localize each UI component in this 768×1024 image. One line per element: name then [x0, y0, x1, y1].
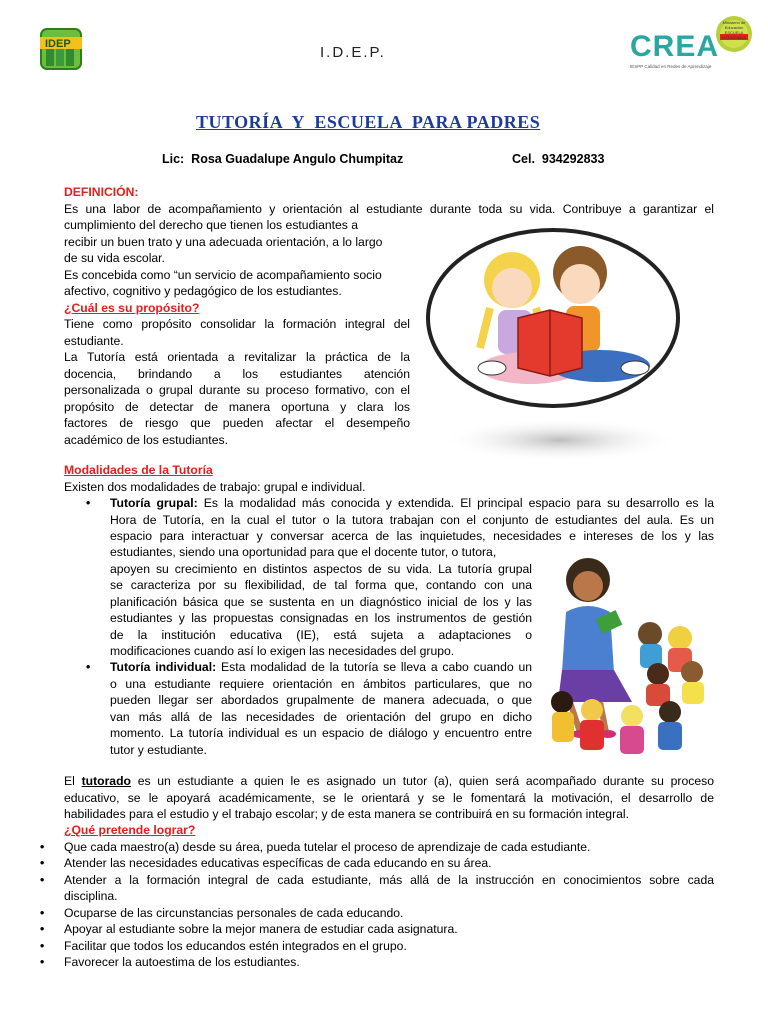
grupal-line: de la institución educativa (IE), está sujeta a adaptaciones o: [110, 627, 532, 642]
individual-line: van más allá de las necesidades de orientación del grupo en dicho: [110, 709, 532, 724]
bullet-icon: •: [40, 839, 45, 854]
idep-logo-text: IDEP: [45, 38, 71, 50]
individual-line: o una estudiante requiere orientación en ámbitos particulares, que no: [110, 676, 532, 691]
tutorado-paragraph: [64, 773, 714, 823]
list-item-text: Atender las necesidades educativas específicas de cada educando en su área.: [64, 856, 492, 870]
proposito-line: factores de riesgo que pueden afectar el desempeño: [64, 416, 410, 430]
proposito-line: docencia, brindando a los estudiantes atención: [64, 366, 410, 381]
list-item-text: Facilitar que todos los educandos estén integrados en el grupo.: [64, 938, 407, 953]
list-item: [40, 954, 714, 971]
list-item-continued: [40, 888, 714, 905]
lograr-list: [40, 839, 714, 971]
teacher-with-children-image-icon: [540, 552, 710, 762]
list-item-text: Apoyar al estudiante sobre la mejor manera de estudiar cada asignatura.: [64, 922, 458, 936]
crea-logo: [628, 10, 753, 76]
tutorado-line: educativo, se le apoyará académicamente, se le orientará y se le fomentará la motivación, el desarrollo de: [64, 790, 714, 805]
list-item: [40, 839, 714, 856]
definicion-line-1: Es una labor de acompañamiento y orientación al estudiante durante toda su vida. Contribuye a garantizar el: [64, 201, 714, 216]
grupal-term: Tutoría grupal:: [110, 496, 198, 510]
definicion-line: de su vida escolar.: [64, 251, 165, 265]
list-item: [40, 855, 714, 872]
definicion-line: recibir un buen trato y una adecuada orientación, a lo largo: [64, 234, 383, 249]
list-item-text: disciplina.: [64, 889, 118, 903]
proposito-line: Tiene como propósito consolidar la formación integral del: [64, 317, 410, 331]
individual-line: momento. La tutoría individual es un espacio de diálogo y encuentro entre: [110, 726, 532, 740]
individual-line: pueden llegar ser abordados grupalmente de manera adecuada, o que: [110, 693, 532, 707]
teacher-reading-illustration: [540, 552, 710, 762]
individual-line: Esta modalidad de la tutoría se lleva a cabo cuando un: [216, 660, 533, 674]
children-reading-image-icon: [420, 218, 690, 468]
tutorado-line: es un estudiante a quien le es asignado un tutor (a), quien será acompañado durante su proceso: [130, 774, 714, 788]
author-phone: Cel. 934292833: [512, 152, 605, 166]
individual-term: Tutoría individual:: [110, 660, 217, 674]
grupal-line: apoyen su crecimiento en distintos aspectos de su vida. La tutoría grupal: [110, 561, 532, 576]
definicion-section: [64, 184, 714, 217]
tutoria-individual-item: [86, 659, 532, 758]
bullet-icon: •: [40, 856, 45, 870]
bullet-icon: •: [86, 660, 91, 674]
idep-logo: [38, 26, 84, 72]
definicion-rest: [64, 217, 410, 448]
proposito-line: La Tutoría está orientada a revitalizar la práctica de la: [64, 350, 410, 364]
proposito-line: personalizada o grupal durante su proceso formativo, con el: [64, 383, 410, 397]
grupal-line: estudiantes, siendo una oportunidad para que el docente tutor, o tutora,: [110, 545, 497, 559]
grupal-line: planificación básica que se sustenta en un diagnóstico inicial de los y las: [110, 594, 532, 609]
bullet-icon: •: [40, 905, 45, 920]
individual-line: tutor y estudiante.: [110, 742, 207, 757]
list-item: [40, 938, 714, 955]
definicion-line: cumplimiento del derecho que tienen los estudiantes a: [64, 218, 359, 232]
definicion-heading: DEFINICIÓN:: [64, 185, 139, 199]
tutoria-grupal-continued: [110, 544, 532, 660]
grupal-line: modificaciones cuando así lo exigen las necesidades del grupo.: [110, 644, 455, 658]
list-item-text: Ocuparse de las circunstancias personales de cada educando.: [64, 905, 404, 920]
page-title: TUTORÍA Y ESCUELA PARA PADRES: [196, 112, 541, 132]
grupal-line: estudiantes y las propuestas consignadas en los instrumentos de gestión: [110, 611, 532, 625]
definicion-line: afectivo, cognitivo y pedagógico de los estudiantes.: [64, 284, 342, 298]
lograr-heading: ¿Qué pretende lograr?: [64, 823, 196, 837]
list-item: [40, 905, 714, 922]
grupal-line: Es la modalidad más conocida y extendida. El principal espacio para su desarrollo es la: [197, 496, 714, 510]
list-item-text: Atender a la formación integral de cada estudiante, más allá de la instrucción en conocimientos sobre cada: [64, 872, 714, 887]
bullet-icon: •: [40, 938, 45, 953]
bullet-icon: •: [40, 872, 45, 887]
grupal-line: Hora de Tutoría, en la cual el tutor o la tutora trabajan con el conjunto de estudiantes del aula. Es un: [110, 512, 714, 527]
definicion-line: Es concebida como “un servicio de acompañamiento socio: [64, 267, 382, 282]
header-center-text: I.D.E.P.: [320, 44, 386, 61]
tutorado-line: habilidades para el estudio y el trabajo escolar; y de esta manera se contribuirá en su formación integral.: [64, 807, 630, 821]
seal-text: Ministerio de Educación ESCUELA LICENCIADA: [721, 20, 746, 40]
proposito-line: propósito de detectar de manera oportuna y clara los: [64, 399, 410, 414]
modalidades-intro: Existen dos modalidades de trabajo: grupal e individual.: [64, 479, 366, 494]
grupal-line: se caracteriza por su flexibilidad, de tal forma que, contando con una: [110, 578, 532, 592]
list-item: [40, 872, 714, 889]
list-item-text: Favorecer la autoestima de los estudiantes.: [64, 955, 300, 969]
tutoria-grupal-item: [86, 495, 714, 545]
bullet-icon: •: [86, 496, 91, 510]
grupal-line: espacio para interactuar y conversar acerca de las inquietudes, necesidades e intereses de los y las: [110, 529, 714, 543]
lograr-section: [40, 822, 714, 971]
modalidades-section: [64, 462, 714, 495]
crea-logo-tagline: IESPP Calidad en Redes de Aprendizaje: [630, 64, 712, 69]
proposito-line: estudiante.: [64, 333, 124, 348]
author-name: Lic: Rosa Guadalupe Angulo Chumpitaz: [162, 152, 404, 166]
bullet-icon: •: [40, 955, 45, 969]
proposito-line: académico de los estudiantes.: [64, 432, 228, 447]
tutorado-term: tutorado: [81, 774, 131, 788]
list-item-text: Que cada maestro(a) desde su área, pueda tutelar el proceso de aprendizaje de cada estudiante.: [64, 839, 591, 854]
bullet-icon: •: [40, 922, 45, 936]
modalidades-heading: Modalidades de la Tutoría: [64, 463, 213, 477]
tutorado-prefix: El: [64, 774, 82, 788]
proposito-heading: ¿Cuál es su propósito?: [64, 300, 200, 315]
crea-logo-text: CREA: [630, 30, 720, 63]
list-item: [40, 921, 714, 938]
children-reading-illustration: [420, 218, 690, 468]
